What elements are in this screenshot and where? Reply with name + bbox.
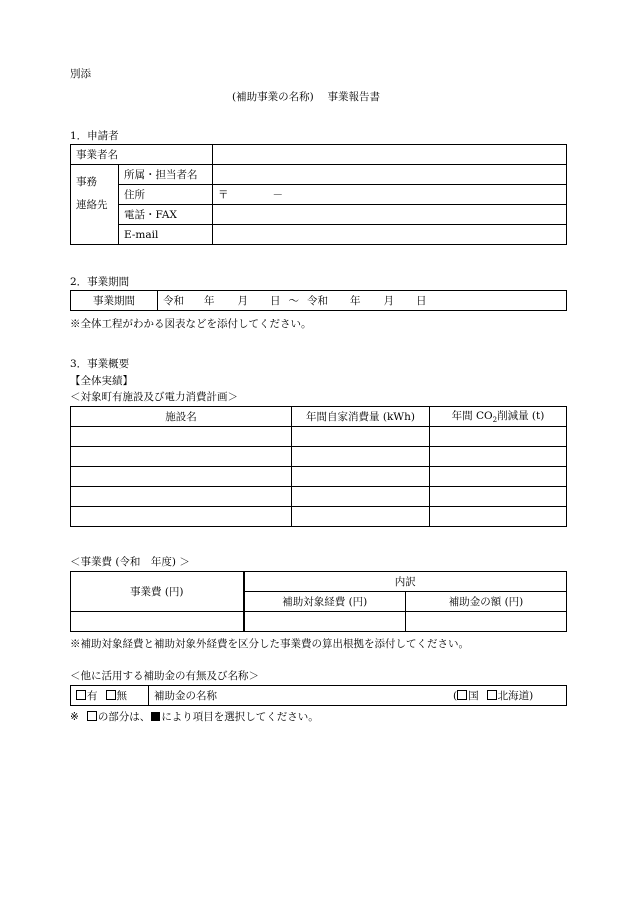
plan-table	[70, 406, 567, 527]
col-annual-consumption: 年間自家消費量 (kWh)	[292, 407, 430, 427]
subsidy-name-field[interactable]: 補助金の名称 ( 国 北海道)	[149, 686, 567, 706]
email-field[interactable]	[213, 225, 567, 245]
postal-mark: 〒	[218, 189, 229, 201]
document-title: (補助事業の名称) 事業報告書	[232, 91, 381, 103]
cost-heading: ＜事業費 (令和 年度) ＞	[70, 556, 190, 568]
subsidy-name-label: 補助金の名称	[154, 690, 217, 702]
cost-table	[70, 571, 567, 632]
cost-note: ※補助対象経費と補助対象外経費を区分した事業費の算出根拠を添付してください。	[70, 638, 469, 650]
period-tilde: ～	[288, 295, 299, 307]
end-year-label: 年	[350, 295, 361, 307]
period-field[interactable]	[158, 291, 567, 311]
dept-contact-label: 所属・担当者名	[119, 165, 213, 185]
attachment-label: 別添	[70, 68, 91, 80]
company-name-field[interactable]	[213, 145, 567, 165]
yes-checkbox[interactable]	[76, 690, 86, 700]
empty-square-icon	[87, 711, 97, 721]
section2-heading: 2．事業期間	[70, 276, 130, 288]
start-year-label: 年	[204, 295, 215, 307]
section3-heading: 3．事業概要	[70, 358, 130, 370]
company-name-label: 事業者名	[71, 145, 213, 165]
applicant-table	[70, 144, 567, 245]
hokkaido-checkbox[interactable]	[487, 690, 497, 700]
col-co2-reduction: 年間 $CO_2$削減量 (t)	[430, 407, 567, 427]
start-day-label: 日	[270, 295, 281, 307]
table-row	[71, 467, 567, 487]
footer-note: ※ の部分は、 により項目を選択してください。	[70, 711, 319, 723]
period-label: 事業期間	[71, 291, 158, 311]
contact-label: 事務 連絡先	[71, 165, 119, 245]
col-eligible-cost: 補助対象経費 (円)	[244, 592, 406, 612]
col-breakdown: 内訳	[244, 572, 567, 592]
other-subsidy-heading: ＜他に活用する補助金の有無及び名称＞	[70, 670, 259, 682]
no-checkbox[interactable]	[106, 690, 116, 700]
period-note: ※全体工程がわかる図表などを添付してください。	[70, 318, 312, 330]
address-label: 住所	[119, 185, 213, 205]
address-field[interactable]	[213, 185, 567, 205]
col-subsidy-amount: 補助金の額 (円)	[406, 592, 567, 612]
table-row	[71, 612, 567, 632]
era-end: 令和	[307, 295, 328, 307]
start-month-label: 月	[237, 295, 248, 307]
table-row	[71, 447, 567, 467]
national-checkbox[interactable]	[457, 690, 467, 700]
period-table	[70, 290, 567, 311]
other-subsidy-table	[70, 685, 567, 706]
table-row	[71, 507, 567, 527]
postal-dash: －	[272, 189, 283, 201]
col-facility-name: 施設名	[71, 407, 292, 427]
results-heading: 【全体実績】	[70, 375, 133, 387]
era-start: 令和	[163, 295, 184, 307]
col-project-cost: 事業費 (円)	[71, 572, 244, 612]
table-row	[71, 487, 567, 507]
dept-contact-field[interactable]	[213, 165, 567, 185]
filled-square-icon	[151, 712, 160, 721]
phone-fax-label: 電話・FAX	[119, 205, 213, 225]
table-row	[71, 427, 567, 447]
plan-heading: ＜対象町有施設及び電力消費計画＞	[70, 391, 238, 403]
yes-no-select[interactable]: 有 無	[71, 686, 149, 706]
section1-heading: 1．申請者	[70, 130, 119, 142]
email-label: E-mail	[119, 225, 213, 245]
phone-fax-field[interactable]	[213, 205, 567, 225]
end-day-label: 日	[416, 295, 427, 307]
end-month-label: 月	[383, 295, 394, 307]
